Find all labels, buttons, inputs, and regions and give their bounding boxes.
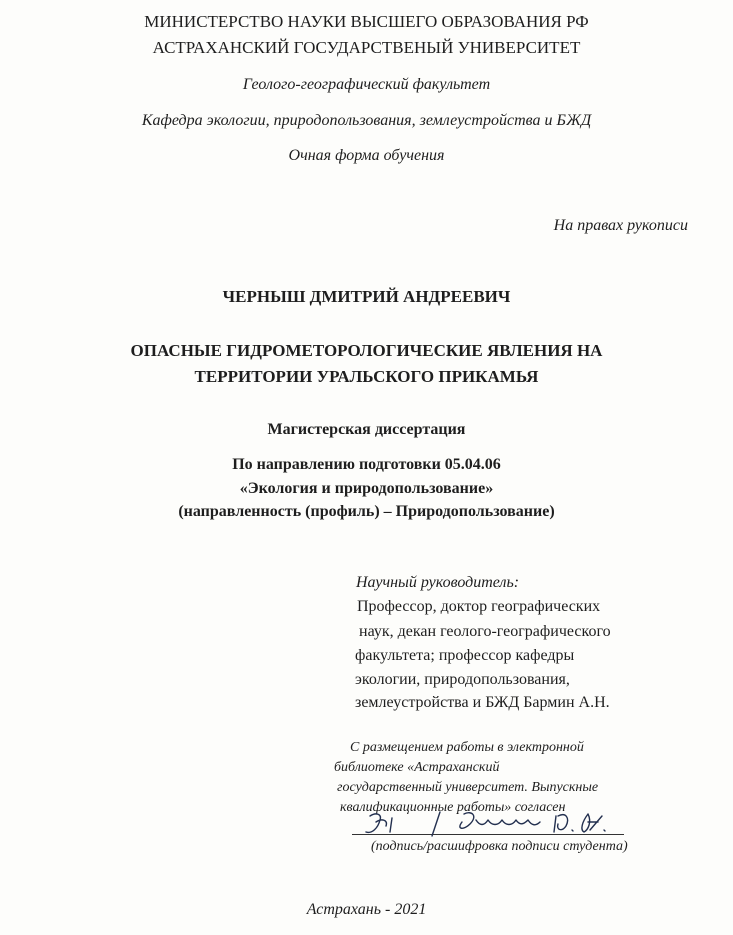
direction-line-2: «Экология и природопользование» bbox=[239, 480, 494, 497]
direction-line-1: По направлению подготовки 05.04.06 bbox=[232, 456, 501, 473]
consent-line-2: библиотеке «Астраханский bbox=[334, 760, 500, 775]
supervisor-label: Научный руководитель: bbox=[356, 574, 520, 591]
supervisor-line-3: факультета; профессор кафедры bbox=[355, 647, 575, 664]
faculty-name: Геолого-географический факультет bbox=[242, 76, 491, 93]
thesis-title-line-2: ТЕРРИТОРИИ УРАЛЬСКОГО ПРИКАМЬЯ bbox=[194, 367, 539, 386]
direction-line-3: (направленность (профиль) – Природопользование) bbox=[178, 503, 555, 520]
consent-line-3: государственный университет. Выпускные bbox=[337, 780, 599, 795]
footer-city-year: Астрахань - 2021 bbox=[306, 901, 427, 918]
consent-line-4: квалификационные работы» согласен bbox=[340, 800, 566, 815]
signature-caption: (подпись/расшифровка подписи студента) bbox=[371, 839, 628, 854]
ministry-name: МИНИСТЕРСТВО НАУКИ ВЫСШЕГО ОБРАЗОВАНИЯ РФ bbox=[144, 12, 589, 31]
consent-line-1: С размещением работы в электронной bbox=[350, 740, 584, 755]
student-signature bbox=[352, 808, 627, 840]
university-name: АСТРАХАНСКИЙ ГОСУДАРСТВЕНЫЙ УНИВЕРСИТЕТ bbox=[152, 38, 581, 57]
author-name: ЧЕРНЫШ ДМИТРИЙ АНДРЕЕВИЧ bbox=[222, 287, 511, 306]
manuscript-note: На правах рукописи bbox=[553, 217, 688, 234]
supervisor-line-4: экологии, природопользования, bbox=[355, 671, 570, 688]
department-name: Кафедра экологии, природопользования, землеустройства и БЖД bbox=[141, 112, 592, 129]
supervisor-line-2: наук, декан геолого-географического bbox=[359, 623, 611, 640]
supervisor-line-5: землеустройства и БЖД Бармин А.Н. bbox=[355, 694, 610, 711]
thesis-title-line-1: ОПАСНЫЕ ГИДРОМЕТОРОЛОГИЧЕСКИЕ ЯВЛЕНИЯ НА bbox=[130, 341, 603, 360]
supervisor-line-1: Профессор, доктор географических bbox=[357, 598, 601, 615]
work-type: Магистерская диссертация bbox=[267, 421, 466, 438]
study-form: Очная форма обучения bbox=[288, 147, 445, 164]
